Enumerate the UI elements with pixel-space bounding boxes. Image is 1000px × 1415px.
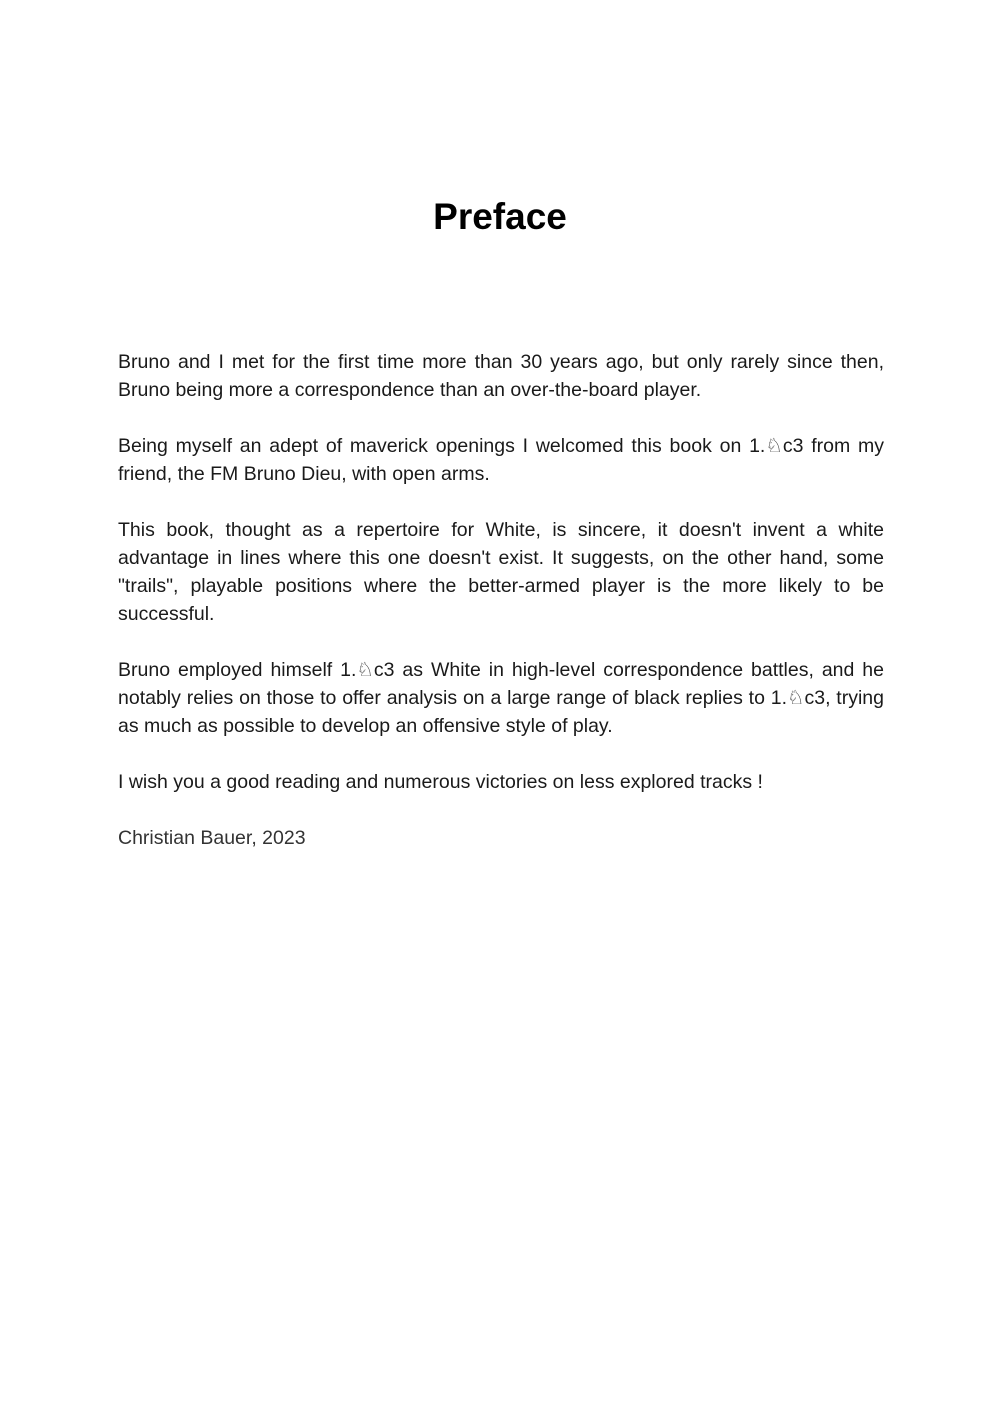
paragraph-2: Being myself an adept of maverick openings I welcomed this book on 1.♘c3 from my friend, the FM Bruno Dieu, with open arms. [118, 435, 884, 485]
paragraph-5: I wish you a good reading and numerous victories on less explored tracks ! [118, 771, 763, 793]
paragraph-4: Bruno employed himself 1.♘c3 as White in high-level correspondence battles, and he notably relies on those to offer analysis on a large range of black replies to 1.♘c3, trying as much as possible to develop an offensive style of play. [118, 659, 884, 737]
author-signature: Christian Bauer, 2023 [118, 827, 306, 849]
page-title: Preface [433, 196, 567, 237]
paragraph-3: This book, thought as a repertoire for White, is sincere, it doesn't invent a white advantage in lines where this one doesn't exist. It suggests, on the other hand, some "trails", playable positions where the better-armed player is the more likely to be successful. [118, 519, 884, 625]
paragraph-1: Bruno and I met for the first time more than 30 years ago, but only rarely since then, Bruno being more a correspondence than an over-the-board player. [118, 351, 884, 401]
preface-body [118, 348, 884, 852]
